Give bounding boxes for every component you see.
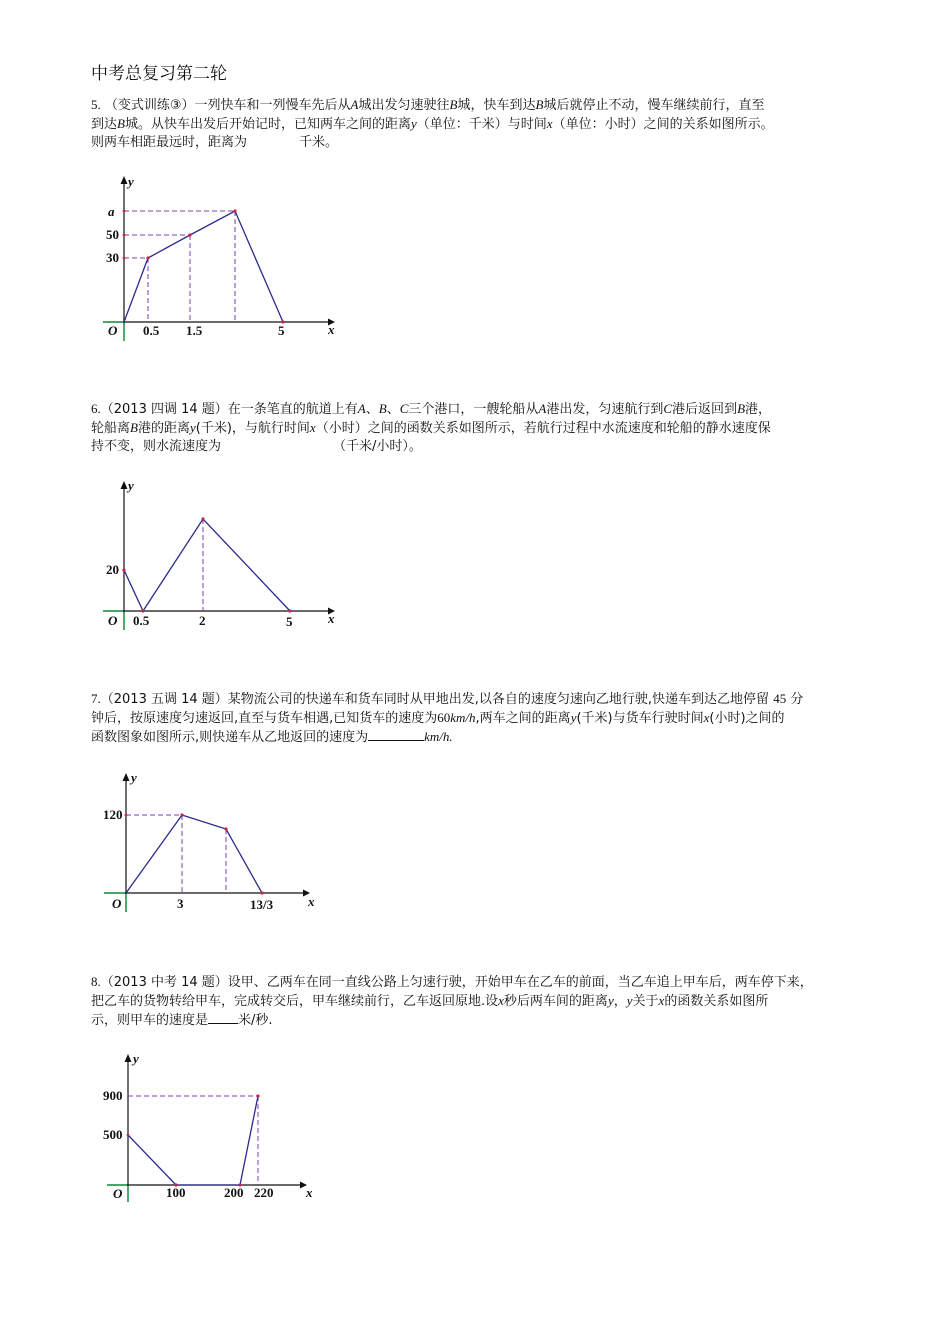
problem-8-text: 8.（2013 中考 14 题）设甲、乙两车在同一直线公路上匀速行驶，开始甲车在乙车的前面，当乙车追上甲车后，两车停下来， 把乙车的货物转给甲车，完成转交后，甲车继续前行，乙车返回原地.设x秒后两车间的距离y，y关于x的函数关系如图所 示，则甲车的速度是 米/秒. <box>91 974 813 1028</box>
origin-label: O <box>108 323 118 338</box>
y-axis-label: y <box>133 1051 139 1066</box>
x-tick-label: 1.5 <box>186 323 203 338</box>
problem-7-text: 7.（2013 五调 14 题）某物流公司的快递车和货车同时从甲地出发,以各自的速度匀速向乙地行驶,快递车到达乙地停留 45 分 钟后，按原速度匀速返回,直至与货车相遇,已知货车的速度为60km/h,两车之间的距离y(千米)与货车行驶时间x(小时)之间的 函数图象如图所示,则快递车从乙地返回的速度为 km/h. <box>91 691 804 745</box>
x-axis-label: x <box>308 894 315 909</box>
origin-label: O <box>112 896 122 911</box>
origin-label: O <box>113 1186 123 1201</box>
x-tick-label: 13/3 <box>250 897 274 912</box>
y-tick-label: 30 <box>106 250 119 265</box>
y-tick-label: 20 <box>106 562 119 577</box>
x-tick-label: 0.5 <box>133 613 150 628</box>
x-tick-label: 200 <box>224 1185 244 1200</box>
y-tick-label: 120 <box>103 807 123 822</box>
y-tick-label: 500 <box>103 1127 123 1142</box>
x-tick-label: 0.5 <box>143 323 160 338</box>
x-axis-label: x <box>328 322 335 337</box>
y-tick-label: 50 <box>106 227 119 242</box>
x-tick-label: 2 <box>199 613 206 628</box>
x-tick-label: 5 <box>278 323 285 338</box>
x-tick-label: 5 <box>286 614 293 629</box>
x-axis-label: x <box>306 1185 313 1200</box>
y-axis-label: y <box>128 478 134 493</box>
x-tick-label: 3 <box>177 896 184 911</box>
x-tick-label: 220 <box>254 1185 274 1200</box>
y-axis-label: y <box>128 174 134 189</box>
x-tick-label: 100 <box>166 1185 186 1200</box>
x-axis-label: x <box>328 611 335 626</box>
y-tick-label: 900 <box>103 1088 123 1103</box>
y-axis-label: y <box>131 770 137 785</box>
page-title: 中考总复习第二轮 <box>91 64 227 84</box>
problem-5-text: 5. （变式训练③）一列快车和一列慢车先后从A城出发匀速驶往B城，快车到达B城后就停止不动，慢车继续前行，直至 到达B城。从快车出发后开始记时，已知两车之间的距离y（单位：千米）与时间x（单位：小时）之间的关系如图所示。 则两车相距最远时，距离为 千米。 <box>91 97 774 150</box>
problem-6-text: 6.（2013 四调 14 题）在一条笔直的航道上有A、B、C三个港口，一艘轮船从A港出发，匀速航行到C港后返回到B港， 轮船离B港的距离y(千米)，与航行时间x（小时）之间的函数关系如图所示，若航行过程中水流速度和轮船的静水速度保 持不变，则水流速度为 （千米/小时）。 <box>91 401 772 454</box>
origin-label: O <box>108 613 118 628</box>
y-tick-label: a <box>108 204 115 219</box>
